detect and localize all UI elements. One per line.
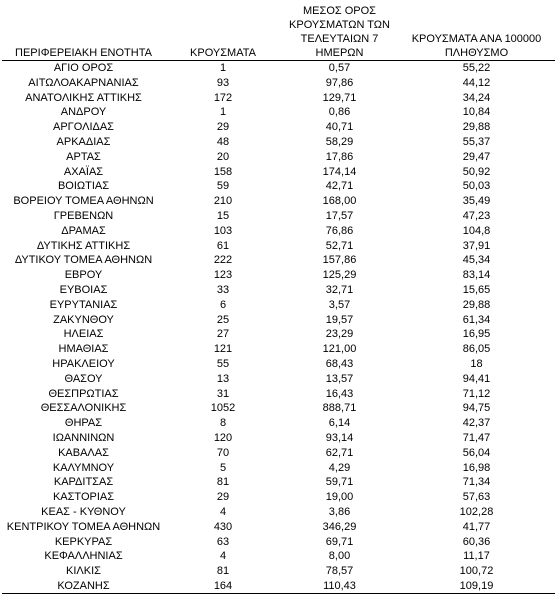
table-row [2, 253, 555, 268]
cases-cell: 55 [216, 357, 230, 370]
per100k-cell: 50,92 [462, 165, 491, 178]
avg7-cell: 6,14 [328, 417, 351, 430]
region-cell: ΚΑΛΥΜΝΟΥ [52, 461, 115, 474]
cases-table [2, 4, 555, 594]
per100k-cell: 71,47 [462, 431, 491, 444]
table-row [2, 120, 555, 135]
cases-cell: 172 [213, 91, 233, 104]
table-row [2, 327, 555, 342]
region-cell: ΕΥΒΟΙΑΣ [59, 283, 108, 296]
avg7-cell: 110,43 [323, 579, 356, 592]
per100k-cell: 71,34 [462, 476, 491, 489]
cases-cell: 164 [213, 579, 233, 592]
cases-cell: 70 [216, 446, 230, 459]
table-row [2, 461, 555, 476]
region-cell: ΚΑΒΑΛΑΣ [58, 446, 109, 459]
avg7-cell: 13,57 [325, 372, 354, 385]
per100k-cell: 35,49 [462, 195, 491, 208]
table-row [2, 61, 555, 76]
region-cell: ΗΜΑΘΙΑΣ [58, 343, 109, 356]
avg7-cell: 78,57 [325, 565, 354, 578]
table-row [2, 431, 555, 446]
cases-cell: 120 [213, 431, 233, 444]
cases-cell: 8 [219, 417, 227, 430]
header-region: ΠΕΡΙΦΕΡΕΙΑΚΗ ΕΝΟΤΗΤΑ [15, 47, 152, 59]
cases-cell: 13 [216, 372, 230, 385]
avg7-cell: 4,29 [328, 461, 351, 474]
cases-cell: 61 [216, 239, 230, 252]
avg7-cell: 168,00 [322, 195, 357, 208]
table-row [2, 313, 555, 328]
header-per100k: ΚΡΟΥΣΜΑΤΑ ΑΝΑ 100000 ΠΛΗΘΥΣΜΟ [411, 33, 542, 59]
per100k-cell: 57,63 [462, 491, 491, 504]
bottom-rule [2, 593, 555, 594]
region-cell: ΘΗΡΑΣ [64, 417, 103, 430]
avg7-cell: 23,29 [325, 328, 354, 341]
avg7-cell: 58,29 [325, 135, 354, 148]
avg7-cell: 93,14 [325, 431, 354, 444]
per100k-cell: 42,37 [462, 417, 491, 430]
region-cell: ΔΥΤΙΚΗΣ ΑΤΤΙΚΗΣ [36, 239, 131, 252]
avg7-cell: 52,71 [325, 239, 354, 252]
table-row [2, 372, 555, 387]
region-cell: ΖΑΚΥΝΘΟΥ [53, 313, 114, 326]
region-cell: ΚΕΝΤΡΙΚΟΥ ΤΟΜΕΑ ΑΘΗΝΩΝ [6, 520, 161, 533]
avg7-cell: 40,71 [325, 121, 354, 134]
table-row [2, 135, 555, 150]
region-cell: ΑΡΓΟΛΙΔΑΣ [53, 121, 114, 134]
cases-cell: 121 [213, 343, 233, 356]
cases-cell: 222 [213, 254, 233, 267]
per100k-cell: 94,41 [462, 372, 491, 385]
region-cell: ΑΡΚΑΔΙΑΣ [56, 135, 111, 148]
table-row [2, 298, 555, 313]
region-cell: ΚΕΑΣ - ΚΥΘΝΟΥ [41, 505, 126, 518]
table-row [2, 490, 555, 505]
cases-cell: 430 [213, 520, 233, 533]
region-cell: ΕΥΡΥΤΑΝΙΑΣ [49, 298, 118, 311]
avg7-cell: 157,86 [322, 254, 357, 267]
table-row [2, 475, 555, 490]
per100k-cell: 18 [470, 357, 483, 370]
per100k-cell: 15,65 [462, 283, 491, 296]
avg7-cell: 121,00 [322, 343, 357, 356]
avg7-cell: 76,86 [325, 224, 354, 237]
cases-cell: 15 [216, 209, 230, 222]
table-row [2, 224, 555, 239]
table-row [2, 105, 555, 120]
per100k-cell: 11,17 [463, 550, 490, 563]
avg7-cell: 129,71 [322, 91, 357, 104]
table-row [2, 564, 555, 579]
per100k-cell: 41,77 [462, 520, 491, 533]
cases-cell: 27 [216, 328, 230, 341]
avg7-cell: 3,86 [328, 505, 351, 518]
cases-cell: 81 [216, 565, 230, 578]
avg7-cell: 97,86 [325, 76, 354, 89]
table-row [2, 283, 555, 298]
region-cell: ΑΝΔΡΟΥ [60, 106, 107, 119]
header-row [2, 4, 555, 61]
region-cell: ΕΒΡΟΥ [64, 269, 103, 282]
region-cell: ΔΡΑΜΑΣ [61, 224, 106, 237]
cases-cell: 6 [219, 298, 227, 311]
table-row [2, 579, 555, 594]
avg7-cell: 0,86 [328, 106, 351, 119]
avg7-cell: 59,71 [325, 476, 354, 489]
cases-cell: 4 [219, 505, 227, 518]
per100k-cell: 16,98 [462, 461, 491, 474]
cases-cell: 123 [213, 269, 233, 282]
table-row [2, 342, 555, 357]
cases-cell: 20 [216, 150, 230, 163]
cases-cell: 93 [216, 76, 230, 89]
cases-cell: 59 [216, 180, 230, 193]
per100k-cell: 56,04 [462, 446, 491, 459]
table-row [2, 387, 555, 402]
region-cell: ΒΟΡΕΙΟΥ ΤΟΜΕΑ ΑΘΗΝΩΝ [13, 195, 154, 208]
table-row [2, 150, 555, 165]
region-cell: ΚΟΖΑΝΗΣ [57, 579, 110, 592]
table-row [2, 357, 555, 372]
avg7-cell: 888,71 [322, 402, 357, 415]
region-cell: ΚΕΦΑΛΛΗΝΙΑΣ [44, 550, 123, 563]
avg7-cell: 8,00 [328, 550, 351, 563]
per100k-cell: 86,05 [462, 343, 491, 356]
cases-cell: 4 [219, 550, 227, 563]
cases-cell: 210 [213, 195, 233, 208]
region-cell: ΑΡΤΑΣ [66, 150, 101, 163]
table-row [2, 209, 555, 224]
region-cell: ΚΙΛΚΙΣ [66, 565, 101, 578]
table-row [2, 416, 555, 431]
per100k-cell: 61,34 [462, 313, 491, 326]
table-row [2, 268, 555, 283]
avg7-cell: 16,43 [325, 387, 354, 400]
cases-cell: 1052 [210, 402, 236, 415]
region-cell: ΒΟΙΩΤΙΑΣ [57, 180, 110, 193]
per100k-cell: 50,03 [462, 180, 491, 193]
table-row [2, 239, 555, 254]
avg7-cell: 32,71 [325, 283, 354, 296]
table-row [2, 165, 555, 180]
region-cell: ΓΡΕΒΕΝΩΝ [53, 209, 114, 222]
avg7-cell: 174,14 [322, 165, 357, 178]
cases-cell: 5 [219, 461, 227, 474]
per100k-cell: 83,14 [462, 269, 491, 282]
per100k-cell: 44,12 [462, 76, 491, 89]
region-cell: ΙΩΑΝΝΙΝΩΝ [52, 431, 115, 444]
region-cell: ΑΧΑΪΑΣ [63, 165, 104, 178]
region-cell: ΘΑΣΟΥ [64, 372, 103, 385]
avg7-cell: 42,71 [325, 180, 354, 193]
cases-cell: 29 [216, 121, 230, 134]
cases-cell: 1 [219, 62, 227, 74]
per100k-cell: 55,37 [462, 135, 491, 148]
per100k-cell: 100,72 [459, 565, 494, 578]
per100k-cell: 47,23 [462, 209, 491, 222]
per100k-cell: 109,19 [459, 579, 494, 592]
avg7-cell: 17,57 [325, 209, 354, 222]
table-body [2, 61, 555, 594]
region-cell: ΚΑΡΔΙΤΣΑΣ [53, 476, 114, 489]
region-cell: ΑΙΤΩΛΟΑΚΑΡΝΑΝΙΑΣ [28, 76, 139, 89]
region-cell: ΗΛΕΙΑΣ [63, 328, 104, 341]
avg7-cell: 0,57 [328, 62, 351, 74]
region-cell: ΔΥΤΙΚΟΥ ΤΟΜΕΑ ΑΘΗΝΩΝ [14, 254, 153, 267]
region-cell: ΗΡΑΚΛΕΙΟΥ [52, 357, 115, 370]
header-cases: ΚΡΟΥΣΜΑΤΑ [190, 47, 256, 59]
avg7-cell: 19,00 [325, 491, 354, 504]
table-row [2, 401, 555, 416]
table-header [2, 4, 555, 61]
cases-cell: 1 [219, 106, 227, 119]
table-row [2, 446, 555, 461]
region-cell: ΑΓΙΟ ΟΡΟΣ [53, 62, 114, 74]
cases-cell: 33 [216, 283, 230, 296]
avg7-cell: 69,71 [325, 535, 354, 548]
region-cell: ΘΕΣΠΡΩΤΙΑΣ [48, 387, 119, 400]
per100k-cell: 37,91 [462, 239, 491, 252]
table-row [2, 520, 555, 535]
avg7-cell: 62,71 [325, 446, 354, 459]
per100k-cell: 55,22 [462, 62, 491, 74]
per100k-cell: 10,84 [462, 106, 491, 119]
per100k-cell: 16,95 [462, 328, 491, 341]
per100k-cell: 94,75 [462, 402, 491, 415]
cases-cell: 29 [216, 491, 230, 504]
table-row [2, 194, 555, 209]
table-row [2, 535, 555, 550]
cases-cell: 81 [216, 476, 230, 489]
per100k-cell: 102,28 [459, 505, 494, 518]
avg7-cell: 19,57 [325, 313, 354, 326]
cases-cell: 63 [216, 535, 230, 548]
table-row [2, 76, 555, 91]
per100k-cell: 29,47 [462, 150, 491, 163]
avg7-cell: 17,86 [325, 150, 354, 163]
cases-cell: 48 [216, 135, 230, 148]
per100k-cell: 104,8 [462, 224, 491, 237]
cases-cell: 103 [213, 224, 233, 237]
avg7-cell: 125,29 [322, 269, 357, 282]
per100k-cell: 45,34 [462, 254, 491, 267]
table-row [2, 179, 555, 194]
avg7-cell: 3,57 [328, 298, 351, 311]
per100k-cell: 29,88 [462, 298, 491, 311]
cases-cell: 25 [216, 313, 230, 326]
cases-cell: 158 [213, 165, 233, 178]
region-cell: ΚΕΡΚΥΡΑΣ [54, 535, 113, 548]
per100k-cell: 60,36 [462, 535, 491, 548]
per100k-cell: 29,88 [462, 121, 491, 134]
table-row [2, 505, 555, 520]
region-cell: ΘΕΣΣΑΛΟΝΙΚΗΣ [40, 402, 127, 415]
per100k-cell: 34,24 [462, 91, 491, 104]
region-cell: ΚΑΣΤΟΡΙΑΣ [52, 491, 115, 504]
per100k-cell: 71,12 [462, 387, 491, 400]
table-row [2, 549, 555, 564]
region-cell: ΑΝΑΤΟΛΙΚΗΣ ΑΤΤΙΚΗΣ [25, 91, 142, 104]
avg7-cell: 68,43 [325, 357, 354, 370]
cases-cell: 31 [216, 387, 230, 400]
avg7-cell: 346,29 [322, 520, 357, 533]
header-avg7: ΜΕΣΟΣ ΟΡΟΣ ΚΡΟΥΣΜΑΤΩΝ ΤΩΝ ΤΕΛΕΥΤΑΙΩΝ 7 ΗΜΕΡΩΝ [289, 5, 390, 59]
table-row [2, 91, 555, 106]
